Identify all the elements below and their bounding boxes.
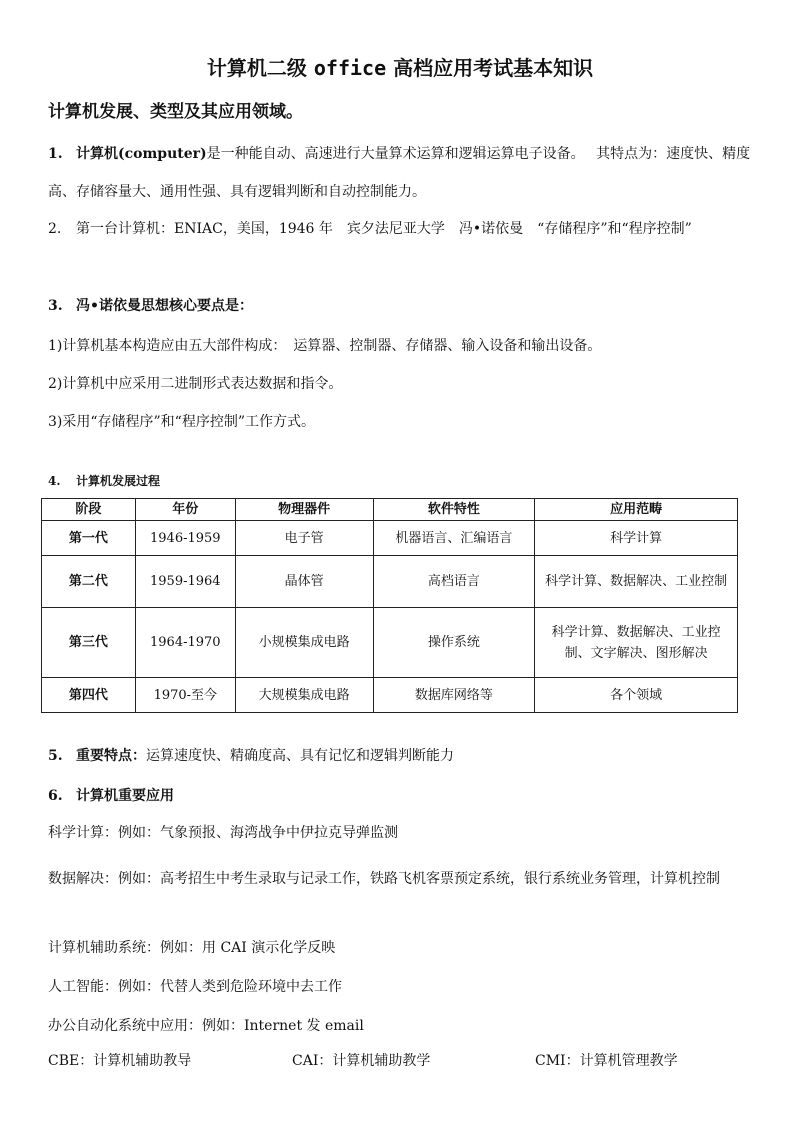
table-cell: 1946-1959 <box>135 521 235 556</box>
abbreviations-row <box>48 1050 768 1072</box>
item-3-point: 2)计算机中应采用二进制形式表达数据和指令。 <box>48 376 343 392</box>
application-item: 人工智能：例如：代替人类到危险环境中去工作 <box>48 979 342 995</box>
item-5-text: 运算速度快、精确度高、具有记忆和逻辑判断能力 <box>146 748 454 764</box>
column-header: 年份 <box>135 499 235 521</box>
page-title <box>0 52 800 81</box>
table-cell: 晶体管 <box>235 556 373 608</box>
computer-generations-table <box>41 498 738 713</box>
table-row <box>42 521 738 556</box>
item-3-heading: 冯•诺依曼思想核心要点是： <box>76 298 253 314</box>
item-2-number: 2. <box>48 221 62 237</box>
item-5-number: 5. <box>48 748 63 764</box>
table-cell: 数据库网络等 <box>373 678 535 713</box>
table-cell: 科学计算 <box>535 521 738 556</box>
item-5-label: 重要特点： <box>76 748 146 764</box>
item-6-number: 6. <box>48 788 63 804</box>
column-header: 阶段 <box>42 499 136 521</box>
item-2-text: 第一台计算机：ENIAC，美国，1946 年 宾夕法尼亚大学 冯•诺依曼 “存储程序”和“程序控制” <box>76 221 692 237</box>
table-cell: 电子管 <box>235 521 373 556</box>
item-3-heading-line <box>48 295 253 315</box>
item-3-point: 3)采用“存储程序”和“程序控制”工作方式。 <box>48 414 315 430</box>
table-cell: 小规模集成电路 <box>235 608 373 678</box>
table-row <box>42 556 738 608</box>
application-item: 计算机辅助系统：例如：用 CAI 演示化学反映 <box>48 940 336 956</box>
application-item: 办公自动化系统中应用：例如：Internet 发 email <box>48 1018 364 1034</box>
table-cell: 第一代 <box>42 521 136 556</box>
table-cell: 1959-1964 <box>135 556 235 608</box>
abbreviation-item: CAI：计算机辅助教学 <box>292 1053 431 1069</box>
column-header: 物理器件 <box>235 499 373 521</box>
title-middle: office <box>313 56 387 80</box>
table-cell: 科学计算、数据解决、工业控制 <box>535 556 738 608</box>
table-header-row <box>42 499 738 521</box>
item-1-term: 计算机(computer) <box>76 146 207 162</box>
table-cell: 各个领域 <box>535 678 738 713</box>
table-cell: 操作系统 <box>373 608 535 678</box>
item-3-point: 1)计算机基本构造应由五大部件构成： 运算器、控制器、存储器、输入设备和输出设备。 <box>48 338 602 354</box>
table-cell: 第三代 <box>42 608 136 678</box>
item-4-number: 4. <box>48 474 61 488</box>
table-cell: 高档语言 <box>373 556 535 608</box>
table-row <box>42 608 738 678</box>
item-4-heading: 计算机发展过程 <box>76 474 161 488</box>
item-1-text: 是一种能自动、高速进行大量算术运算和逻辑运算电子设备。 其特点为：速度快、精度高、存储容量大、通用性强、具有逻辑判断和自动控制能力。 <box>48 146 751 200</box>
abbreviation-item: CMI：计算机管理教学 <box>535 1053 678 1069</box>
item-4-heading-line <box>48 472 160 489</box>
column-header: 软件特性 <box>373 499 535 521</box>
table-cell: 科学计算、数据解决、工业控制、文字解决、图形解决 <box>535 608 738 678</box>
item-2 <box>48 210 754 248</box>
column-header: 应用范畴 <box>535 499 738 521</box>
title-suffix: 高档应用考试基本知识 <box>393 56 594 80</box>
section-heading: 计算机发展、类型及其应用领域。 <box>48 102 303 122</box>
application-item: 数据解决：例如：高考招生中考生录取与记录工作，铁路飞机客票预定系统，银行系统业务管理，计算机控制 <box>48 871 720 887</box>
item-6-heading-line <box>48 785 174 805</box>
item-6-heading: 计算机重要应用 <box>76 788 174 804</box>
item-1 <box>48 135 754 211</box>
item-1-number: 1. <box>48 146 63 162</box>
table-cell: 第四代 <box>42 678 136 713</box>
application-item: 科学计算：例如：气象预报、海湾战争中伊拉克导弹监测 <box>48 825 398 841</box>
table-cell: 1964-1970 <box>135 608 235 678</box>
title-prefix: 计算机二级 <box>206 56 307 80</box>
table-cell: 机器语言、汇编语言 <box>373 521 535 556</box>
abbreviation-item: CBE：计算机辅助教导 <box>48 1053 192 1069</box>
table-cell: 第二代 <box>42 556 136 608</box>
item-5 <box>48 745 454 765</box>
table-row <box>42 678 738 713</box>
table-cell: 1970-至今 <box>135 678 235 713</box>
item-3-number: 3. <box>48 298 63 314</box>
table-cell: 大规模集成电路 <box>235 678 373 713</box>
